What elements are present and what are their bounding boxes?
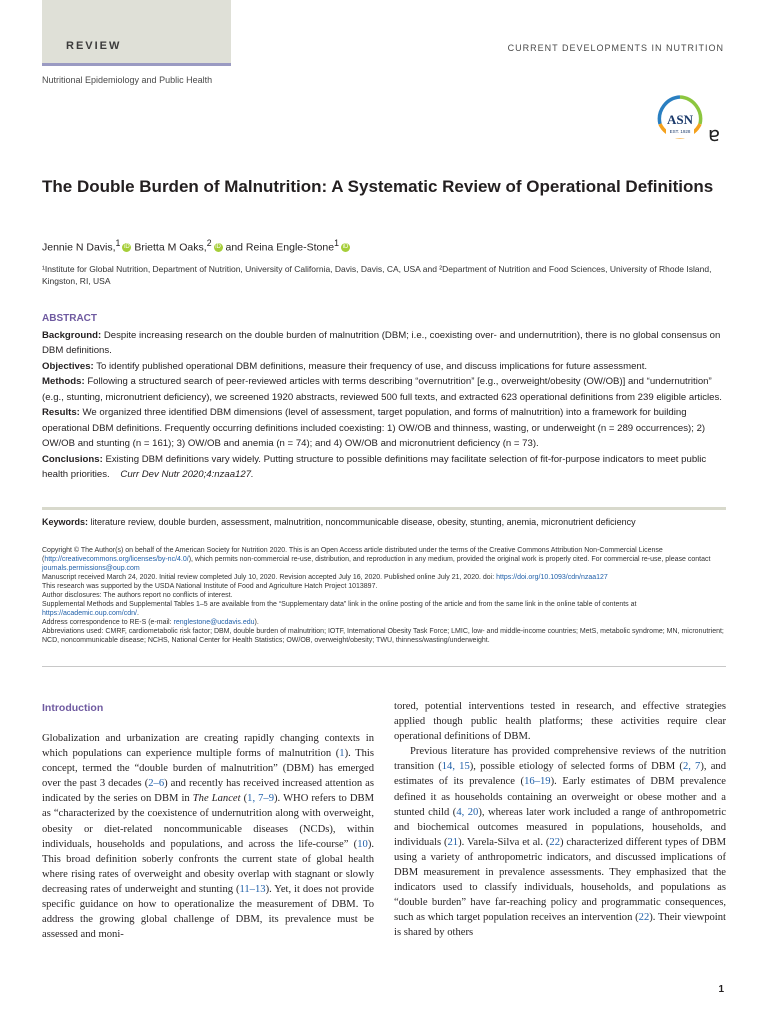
paragraph: Previous literature has provided comprehensive reviews of the nutrition transition (14, 15), possible etiology of selected forms of DBM (2, 7), and estimates of its prevalence (16–19). Early estimates of DBM prevalence defined it as households containing an overweight or obese mother and a stunted child (4, 20), whereas later work included a range of anthropometric and biochemical outcomes measured in populations, households, and individuals (21). Varela-Silva et al. (22) characterized different types of DBM using a variety of anthropometric indicators, and discussed implications of DBM measurement in prevalence assessments. They emphasized that the indicators used to classify individuals, households, and populations as “double burden” have far-reaching policy and programmatic consequences, such as which target population receives an intervention (22). Their viewpoint is shared by others xyxy=(394,746,727,939)
citation-link[interactable]: 10 xyxy=(357,838,368,850)
author-name[interactable]: Jennie N Davis, xyxy=(42,241,116,254)
logo-subtext: EST. 1928 xyxy=(669,129,691,134)
orcid-icon[interactable]: iD xyxy=(124,243,130,250)
abbreviations-note: Abbreviations used: CMRF, cardiometabolic risk factor; DBM, double burden of malnutrition; IOTF, International Obesity Task Force; LMIC, low- and middle-income countries; MetS, metabolic syndrome; MN, micronutrient; NCD, noncommunicable disease; NCHS, National Center for Health Statistics; OW/OB, overweight/obesity; TWU, thinness/wasting/underweight. xyxy=(42,628,724,644)
review-tab xyxy=(42,0,231,66)
review-tab-underline xyxy=(42,63,231,66)
front-matter-notes xyxy=(42,546,732,645)
paragraph: Globalization and urbanization are creating rapidly changing contexts in which populations can experience multiple forms of malnutrition (1). This concept, termed the “double burden of malnutrition” (DBM) has emerged over the past 3 decades (2–6) and recently has received increased attention as indicated by the series on DBM in The Lancet (1, 7–9). WHO refers to DBM as “characterized by the coexistence of undernutrition along with overweight, obesity or diet-related noncommunicable diseases (NCDs), within individuals, households and populations, and across the life-course” (10). This broad definition soberly confronts the current state of global health where rising rates of overweight and obesity overlap with stagnant or slowly decreasing rates of underweight and stunting (11–13). Yet, it does not provide specific guidance on how to operationalize the measurement of DBM. To address the growing global challenge of DBM, its prevalence must be assessed and moni- xyxy=(42,733,374,941)
abstract-background: Background: Despite increasing research on the double burden of malnutrition (DBM; i.e., coexisting over- and undernutrition), there is no global consensus on DBM definitions. xyxy=(42,329,721,356)
citation-link[interactable]: 1, 7–9 xyxy=(247,793,275,805)
citation-link[interactable]: 11–13 xyxy=(239,883,266,895)
page-number: 1 xyxy=(718,984,724,995)
abstract-results: Results: We organized three identified DBM dimensions (level of assessment, target population, and forms of malnutrition) into a framework for building operational DBM definitions. Frequently occurring definitions included coexisting: 1) OW/OB and thinness, wasting, or underweight (n = 289 occurrences); 2) OW/OB and stunting (n = 161); 3) OW/OB and anemia (n = 74); and 4) OW/OB and micronutrient deficiency (n = 73). xyxy=(42,407,706,449)
asn-logo-icon xyxy=(656,94,704,146)
author-name[interactable]: and Reina Engle-Stone xyxy=(225,241,335,254)
body-column-right xyxy=(394,699,726,941)
citation-link[interactable]: 21 xyxy=(447,836,459,848)
orcid-icon[interactable]: iD xyxy=(215,243,221,250)
keywords: Keywords: literature review, double burden, assessment, malnutrition, noncommunicable disease, obesity, stunting, anemia, micronutrient deficiency xyxy=(42,517,636,527)
section-heading-introduction: Introduction xyxy=(42,702,104,714)
divider xyxy=(42,666,726,667)
abstract-objectives: Objectives: To identify published operational DBM definitions, measure their frequency of use, and discuss implications for future assessment. xyxy=(42,360,648,372)
citation-link[interactable]: 1 xyxy=(339,748,345,760)
copyright-notice: Copyright © The Author(s) on behalf of the American Society for Nutrition 2020. This is an Open Access article distributed under the terms of the Creative Commons Attribution Non-Commercial License (http://creativecommons.org/licenses/by-nc/4.0/), which permits non-commercial re-use, distribution, and reproduction in any medium, provided the original work is properly cited. For commercial re-use, please contact journals.permissions@oup.com xyxy=(42,547,711,572)
paragraph: tored, potential interventions tested in research, and effective strategies applied though public health platforms; these activities require clear operational definitions of DBM. xyxy=(394,701,726,743)
abstract xyxy=(42,311,732,483)
correspondence-email-link[interactable]: renglestone@ucdavis.edu xyxy=(173,619,255,626)
author-affiliation-mark: 1 xyxy=(115,238,121,248)
article-title: The Double Burden of Malnutrition: A Systematic Review of Operational Definitions xyxy=(42,177,714,196)
disclosures-note: Author disclosures: The authors report no conflicts of interest. xyxy=(42,592,233,599)
citation-link[interactable]: 22 xyxy=(549,836,561,848)
supplemental-link[interactable]: https://academic.oup.com/cdn/ xyxy=(42,610,137,617)
abstract-methods: Methods: Following a structured search of peer-reviewed articles with terms describing “overnutrition” [e.g., overweight/obesity (OW/OB)] and “undernutrition” (e.g., stunting, micronutrient deficiency), we screened 1920 abstracts, reviewed 500 full texts, and extracted 623 operational definitions from 239 eligible articles. xyxy=(42,376,722,403)
citation-link[interactable]: 2–6 xyxy=(148,778,165,790)
affiliations: ¹Institute for Global Nutrition, Department of Nutrition, University of California, Davis, Davis, CA, USA and ²Department of Nutrition and Food Sciences, University of Rhode Island, Kingston, RI, USA xyxy=(42,264,712,286)
orcid-icon[interactable]: iD xyxy=(342,243,349,250)
citation-link[interactable]: 4, 20 xyxy=(456,806,479,818)
citation: Curr Dev Nutr 2020;4:nzaa127. xyxy=(120,469,254,480)
funding-note: This research was supported by the USDA National Institute of Food and Agriculture Hatch Project 1013897. xyxy=(42,583,378,590)
citation-link[interactable]: 16–19 xyxy=(524,776,551,788)
journal-name: CURRENT DEVELOPMENTS IN NUTRITION xyxy=(507,43,724,53)
divider xyxy=(42,507,726,510)
body-column-left xyxy=(42,731,374,942)
citation-link[interactable]: 14, 15 xyxy=(441,761,470,773)
manuscript-history: Manuscript received March 24, 2020. Initial review completed July 10, 2020. Revision accepted July 16, 2020. Published online July 21, 2020. doi: https://doi.org/10.1093/cdn/nzaa127 xyxy=(42,574,608,581)
doi-link[interactable]: https://doi.org/10.1093/cdn/nzaa127 xyxy=(496,574,608,581)
citation-link[interactable]: 2, 7 xyxy=(682,761,701,773)
article-type-label: REVIEW xyxy=(66,40,122,52)
author-affiliation-mark: 1 xyxy=(334,238,339,248)
permissions-email-link[interactable]: journals.permissions@oup.com xyxy=(42,565,140,572)
author-list xyxy=(42,238,350,254)
license-link[interactable]: http://creativecommons.org/licenses/by-nc/4.0/ xyxy=(44,556,189,563)
author-name[interactable]: Brietta M Oaks, xyxy=(134,241,207,254)
correspondence-note: Address correspondence to RE-S (e-mail: renglestone@ucdavis.edu). xyxy=(42,619,259,626)
abstract-heading: ABSTRACT xyxy=(42,313,97,324)
open-access-icon: ɐ xyxy=(708,122,721,146)
author-affiliation-mark: 2 xyxy=(206,238,212,248)
section-label: Nutritional Epidemiology and Public Health xyxy=(42,75,213,85)
abstract-conclusions: Conclusions: Existing DBM definitions vary widely. Putting structure to possible definitions may facilitate selection of fit-for-purpose indicators to meet public health priorities. Curr Dev Nutr 2020;4:nzaa127. xyxy=(42,453,707,480)
supplemental-note: Supplemental Methods and Supplemental Tables 1–5 are available from the “Supplementary data” link in the online posting of the article and from the same link in the online table of contents at https://academic.oup.com/cdn/. xyxy=(42,601,637,617)
citation-link[interactable]: 22 xyxy=(638,912,650,924)
logo-text: ASN xyxy=(666,112,694,127)
